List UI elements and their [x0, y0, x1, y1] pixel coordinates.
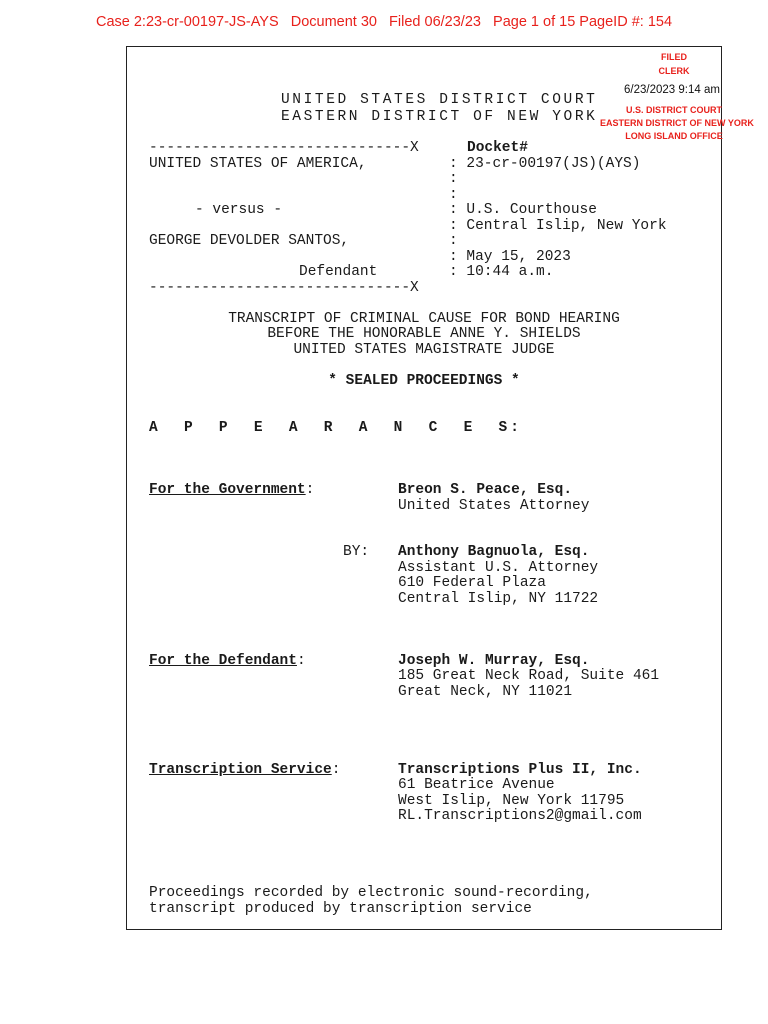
ausa-name: Anthony Bagnuola, Esq.: [398, 544, 590, 560]
defense-address-2: Great Neck, NY 11021: [398, 684, 573, 700]
defendant-label: Defendant: [299, 264, 378, 280]
sealed-notice: * SEALED PROCEEDINGS *: [328, 373, 520, 389]
defense-label: For the Defendant: [149, 653, 297, 669]
government-label: For the Government: [149, 482, 306, 498]
ausa-role: Assistant U.S. Attorney: [398, 560, 599, 576]
court-line-1: UNITED STATES DISTRICT COURT: [281, 92, 598, 108]
hearing-date: : May 15, 2023: [449, 249, 571, 265]
docket-label: Docket#: [467, 140, 528, 156]
stamp-office: LONG ISLAND OFFICE: [625, 131, 723, 141]
government-label-row: For the Government:: [149, 482, 315, 498]
transcription-address-2: West Islip, New York 11795: [398, 793, 625, 809]
transcription-company: Transcriptions Plus II, Inc.: [398, 762, 642, 778]
stamp-district: EASTERN DISTRICT OF NEW YORK: [600, 118, 754, 128]
title-line-3: UNITED STATES MAGISTRATE JUDGE: [293, 342, 555, 358]
caption-colon: :: [449, 171, 458, 187]
hearing-time: : 10:44 a.m.: [449, 264, 554, 280]
caption-colon: :: [449, 233, 458, 249]
defendant-label-row: For the Defendant:: [149, 653, 306, 669]
court-line-2: EASTERN DISTRICT OF NEW YORK: [281, 109, 598, 125]
defense-attorney-name: Joseph W. Murray, Esq.: [398, 653, 590, 669]
docket-number: : 23-cr-00197(JS)(AYS): [449, 156, 641, 172]
caption-rule-top: ------------------------------X: [149, 140, 419, 156]
transcription-email: RL.Transcriptions2@gmail.com: [398, 808, 642, 824]
courthouse-city: : Central Islip, New York: [449, 218, 667, 234]
us-attorney-role: United States Attorney: [398, 498, 590, 514]
government-address-1: 610 Federal Plaza: [398, 575, 546, 591]
government-address-2: Central Islip, NY 11722: [398, 591, 599, 607]
title-line-1: TRANSCRIPT OF CRIMINAL CAUSE FOR BOND HEARING: [228, 311, 620, 327]
footer-line-1: Proceedings recorded by electronic sound-recording,: [149, 885, 593, 901]
appearances-heading: A P P E A R A N C E S:: [149, 420, 522, 436]
defendant-name: GEORGE DEVOLDER SANTOS,: [149, 233, 350, 249]
title-line-2: BEFORE THE HONORABLE ANNE Y. SHIELDS: [267, 326, 581, 342]
stamp-filed: FILED: [661, 52, 687, 62]
transcription-address-1: 61 Beatrice Avenue: [398, 777, 555, 793]
transcription-label: Transcription Service: [149, 762, 332, 778]
stamp-court: U.S. DISTRICT COURT: [626, 105, 722, 115]
defense-address-1: 185 Great Neck Road, Suite 461: [398, 668, 660, 684]
transcription-label-row: Transcription Service:: [149, 762, 341, 778]
caption-colon: :: [449, 187, 458, 203]
stamp-datetime: 6/23/2023 9:14 am: [624, 84, 720, 96]
caption-rule-bottom: ------------------------------X: [149, 280, 419, 296]
by-label: BY:: [343, 544, 370, 560]
courthouse: : U.S. Courthouse: [449, 202, 597, 218]
footer-line-2: transcript produced by transcription service: [149, 901, 532, 917]
versus-label: - versus -: [195, 202, 283, 218]
stamp-clerk: CLERK: [658, 66, 690, 76]
case-header: Case 2:23-cr-00197-JS-AYS Document 30 Filed 06/23/23 Page 1 of 15 PageID #: 154: [95, 14, 673, 30]
plaintiff-name: UNITED STATES OF AMERICA,: [149, 156, 367, 172]
us-attorney-name: Breon S. Peace, Esq.: [398, 482, 573, 498]
